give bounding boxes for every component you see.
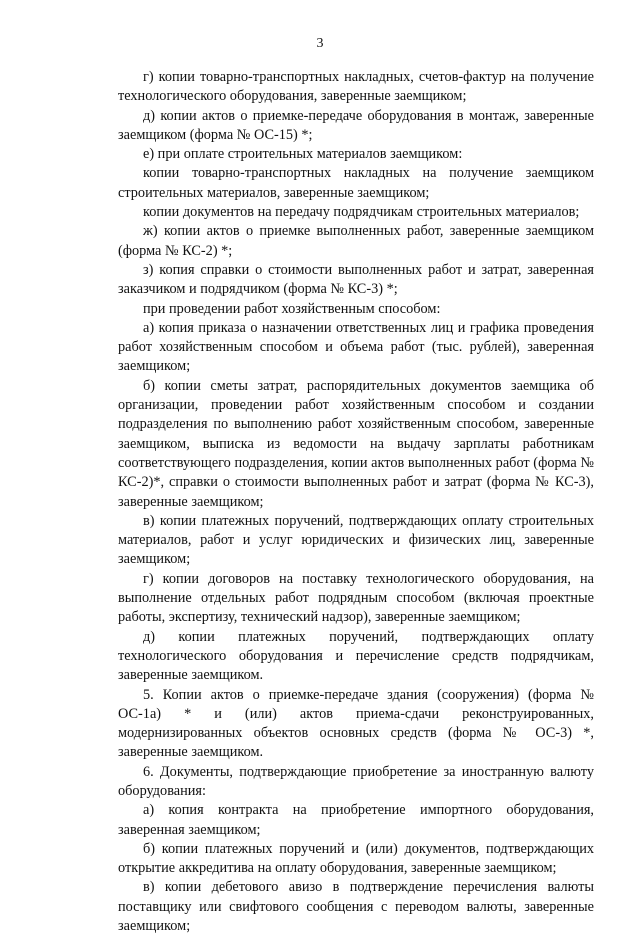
- paragraph-5-building-transfer-acts: 5. Копии актов о приемке-передаче здания (сооружения) (форма № ОС-1а) * и (или) актов приема-сдачи реконструированных, модернизированных объектов основных средств (форма № ОС-3) *, заверенные заемщиком.: [118, 686, 594, 761]
- paragraph-waybills-building-materials: копии товарно-транспортных накладных на получение заемщиком строительных материалов, заверенные заемщиком;: [118, 165, 594, 201]
- paragraph-g-waybills-equipment: г) копии товарно-транспортных накладных, счетов-фактур на получение технологического оборудования, заверенные заемщиком;: [118, 69, 594, 105]
- paragraph-a-order-copy: а) копия приказа о назначении ответственных лиц и графика проведения работ хозяйственным способом и объема работ (тыс. рублей), заверенная заемщиком;: [118, 319, 594, 375]
- paragraph-a-import-contract: а) копия контракта на приобретение импортного оборудования, заверенная заемщиком;: [118, 802, 594, 838]
- paragraph-d-equipment-installation-acts: д) копии актов о приемке-передаче оборудования в монтаж, заверенные заемщиком (форма № ОС-15) *;: [118, 107, 594, 143]
- paragraph-d-payment-orders-equipment: д) копии платежных поручений, подтверждающих оплату технологического оборудования и перечисление средств подрядчикам, заверенные заемщиком.: [118, 628, 594, 684]
- paragraph-6-foreign-currency-heading: 6. Документы, подтверждающие приобретение за иностранную валюту оборудования:: [118, 763, 594, 799]
- document-body: [118, 68, 594, 936]
- paragraph-materials-transfer-documents: копии документов на передачу подрядчикам строительных материалов;: [143, 204, 580, 221]
- paragraph-g-supply-contracts: г) копии договоров на поставку технологического оборудования, на выполнение отдельных работ подрядным способом (включая проектные работы, экспертизу, технический надзор), заверенные заемщиком;: [118, 570, 594, 626]
- paragraph-v-debit-advice: в) копии дебетового авизо в подтверждение перечисления валюты поставщику или свифтового сообщения с переводом валюты, заверенные заемщиком;: [118, 879, 594, 935]
- paragraph-z-cost-certificate: з) копия справки о стоимости выполненных работ и затрат, заверенная заказчиком и подрядчиком (форма № КС-3) *;: [118, 261, 594, 298]
- paragraph-in-house-works-heading: при проведении работ хозяйственным способом:: [143, 300, 441, 317]
- paragraph-b-cost-estimate: б) копии сметы затрат, распорядительных документов заемщика об организации, проведении работ хозяйственным способом и создании подразделения по выполнению работ хозяйственным способом, заверенные заемщиком, выписка из ведомости на выдачу зарплаты работникам соответствующего подразделения, копии актов выполненных работ (форма № КС-2)*, справки о стоимости выполненных работ и затрат (форма № КС-3), заверенные заемщиком;: [118, 377, 594, 510]
- paragraph-e-building-materials-heading: е) при оплате строительных материалов заемщиком:: [143, 146, 463, 163]
- paragraph-v-payment-orders-materials: в) копии платежных поручений, подтверждающих оплату строительных материалов, работ и услуг юридических и физических лиц, заверенные заемщиком;: [118, 512, 594, 568]
- paragraph-b-letter-of-credit: б) копии платежных поручений и (или) документов, подтверждающих открытие аккредитива на оплату оборудования, заверенные заемщиком;: [118, 840, 594, 877]
- paragraph-zh-work-acceptance-acts: ж) копии актов о приемке выполненных работ, заверенные заемщиком (форма № КС-2) *;: [118, 223, 594, 259]
- page-number: 3: [316, 36, 324, 51]
